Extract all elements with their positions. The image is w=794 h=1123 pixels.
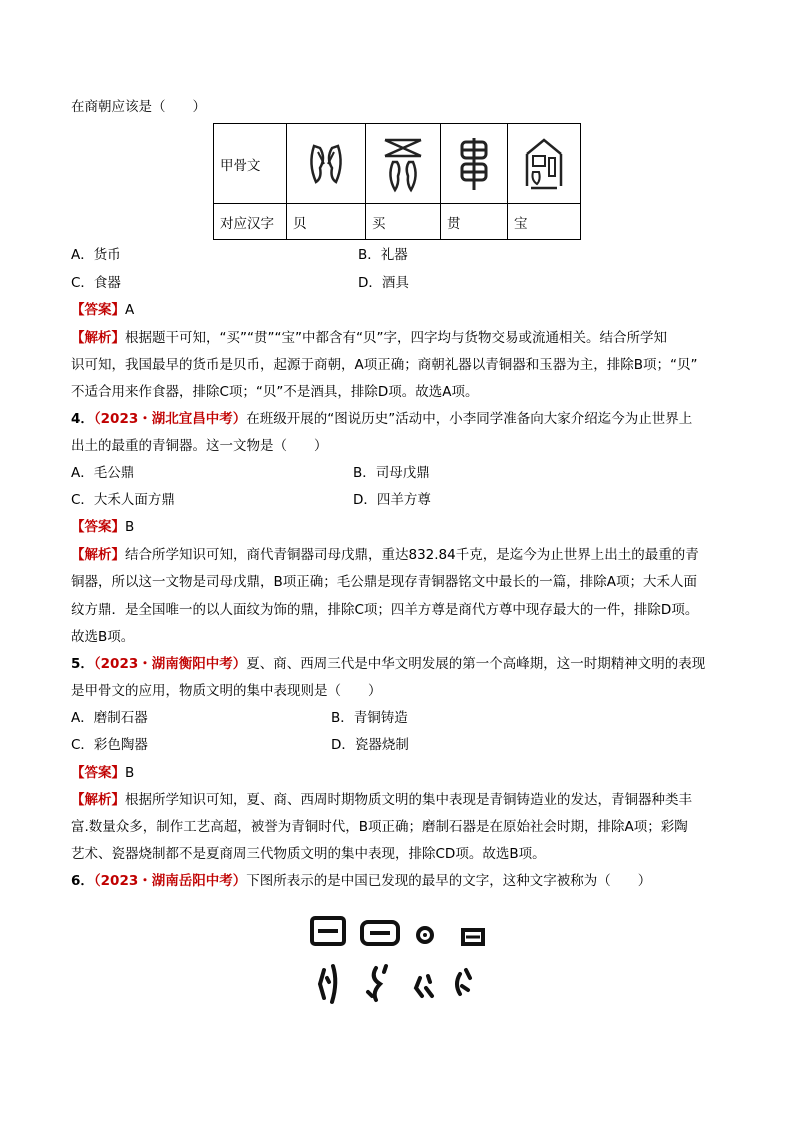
answer-label: 【答案】 xyxy=(71,302,125,318)
q4-option-d: D．四羊方尊 xyxy=(353,492,431,508)
answer-value: B xyxy=(125,765,135,781)
q4-option-a: A．毛公鼎 xyxy=(71,465,135,481)
question-text: 下图所表示的是中国已发现的最早的文字，这种文字被称为（ ） xyxy=(246,873,652,889)
oracle-bone-inscription-image xyxy=(300,912,500,1012)
oracle-glyph-guan xyxy=(441,124,508,204)
analysis-label: 【解析】 xyxy=(71,547,125,563)
q3-option-c: C．食器 xyxy=(71,275,121,291)
analysis-text: 结合所学知识可知，商代青铜器司母戊鼎，重达832.84千克，是迄今为止世界上出土的最重的青 xyxy=(125,547,699,563)
q5-answer xyxy=(71,761,134,781)
q3-answer xyxy=(71,298,134,318)
table-cell-hanzi: 贯 xyxy=(441,204,508,240)
analysis-text: 根据题干可知，“买”“贯”“宝”中都含有“贝”字，四字均与货物交易或流通相关。结合所学知 xyxy=(125,330,667,346)
q5-stem-line-1 xyxy=(71,652,705,672)
q5-analysis-line-1 xyxy=(71,788,692,808)
q3-analysis-line-3: 不适合用来作食器，排除C项；“贝”不是酒具，排除D项。故选A项。 xyxy=(71,384,479,400)
answer-label: 【答案】 xyxy=(71,765,125,781)
oracle-mai-glyph-icon xyxy=(381,134,425,194)
q5-analysis-line-2: 富.数量众多，制作工艺高超，被誉为青铜时代，B项正确；磨制石器是在原始社会时期，排除A项；彩陶 xyxy=(71,819,688,835)
q4-analysis-line-2: 铜器，所以这一文物是司母戊鼎，B项正确；毛公鼎是现存青铜器铭文中最长的一篇，排除A项；大禾人面 xyxy=(71,574,697,590)
oracle-bone-table xyxy=(213,123,581,240)
answer-value: A xyxy=(125,302,135,318)
oracle-yue-glyph-icon xyxy=(416,976,432,996)
q4-stem-line-1 xyxy=(71,407,692,427)
oracle-glyph-mai xyxy=(366,124,441,204)
q5-option-b: B．青铜铸造 xyxy=(331,710,408,726)
table-cell-hanzi: 贝 xyxy=(287,204,366,240)
oracle-yue-glyph-icon xyxy=(457,970,470,994)
question-number: 4． xyxy=(71,411,94,427)
q5-option-d: D．瓷器烧制 xyxy=(331,737,409,753)
q4-stem-line-2: 出土的最重的青铜器。这一文物是（ ） xyxy=(71,438,328,454)
q6-stem xyxy=(71,869,651,889)
oracle-bei-glyph-icon xyxy=(306,138,346,190)
q5-option-c: C．彩色陶器 xyxy=(71,737,148,753)
q4-option-b: B．司母戊鼎 xyxy=(353,465,430,481)
q3-analysis-line-1 xyxy=(71,326,667,346)
q4-answer xyxy=(71,515,134,535)
table-row-label-hanzi: 对应汉字 xyxy=(214,204,287,240)
oracle-guan-glyph-icon xyxy=(457,136,491,192)
table-cell-hanzi: 买 xyxy=(366,204,441,240)
answer-label: 【答案】 xyxy=(71,519,125,535)
oracle-yue-glyph-icon xyxy=(320,966,335,1002)
answer-value: B xyxy=(125,519,135,535)
q3-option-d: D．酒具 xyxy=(358,275,409,291)
oracle-bao-glyph-icon xyxy=(521,136,567,192)
question-text: 在班级开展的“图说历史”活动中，小李同学准备向大家介绍迄今为止世界上 xyxy=(246,411,693,427)
q5-option-a: A．磨制石器 xyxy=(71,710,148,726)
q3-analysis-line-2: 识可知，我国最早的货币是贝币，起源于商朝，A项正确；商朝礼器以青铜器和玉器为主，排除B项；“贝” xyxy=(71,357,698,373)
q4-option-c: C．大禾人面方鼎 xyxy=(71,492,175,508)
analysis-label: 【解析】 xyxy=(71,792,125,808)
q4-analysis-line-3: 纹方鼎．是全国唯一的以人面纹为饰的鼎，排除C项；四羊方尊是商代方尊中现存最大的一件，排除D项。 xyxy=(71,602,699,618)
table-cell-hanzi: 宝 xyxy=(508,204,581,240)
q4-analysis-line-4: 故选B项。 xyxy=(71,629,135,645)
question-number: 5． xyxy=(71,656,94,672)
analysis-label: 【解析】 xyxy=(71,330,125,346)
q4-analysis-line-1 xyxy=(71,543,699,563)
question-source: （2023・湖南岳阳中考） xyxy=(93,873,247,889)
oracle-glyph-bao xyxy=(508,124,581,204)
table-row-label-oracle: 甲骨文 xyxy=(214,124,287,204)
oracle-glyph-bei xyxy=(287,124,366,204)
question-text: 夏、商、西周三代是中华文明发展的第一个高峰期，这一时期精神文明的表现 xyxy=(246,656,706,672)
q3-stem-tail: 在商朝应该是（ ） xyxy=(71,99,206,115)
question-number: 6． xyxy=(71,873,94,889)
question-source: （2023・湖北宜昌中考） xyxy=(93,411,247,427)
q5-stem-line-2: 是甲骨文的应用，物质文明的集中表现则是（ ） xyxy=(71,683,382,699)
question-source: （2023・湖南衡阳中考） xyxy=(93,656,247,672)
analysis-text: 根据所学知识可知，夏、商、西周时期物质文明的集中表现是青铜铸造业的发达，青铜器种类丰 xyxy=(125,792,692,808)
q3-option-b: B．礼器 xyxy=(358,247,408,263)
q3-option-a: A．货币 xyxy=(71,247,121,263)
q5-analysis-line-3: 艺术、瓷器烧制都不是夏商周三代物质文明的集中表现，排除CD项。故选B项。 xyxy=(71,846,546,862)
oracle-yue-glyph-icon xyxy=(368,966,386,1000)
